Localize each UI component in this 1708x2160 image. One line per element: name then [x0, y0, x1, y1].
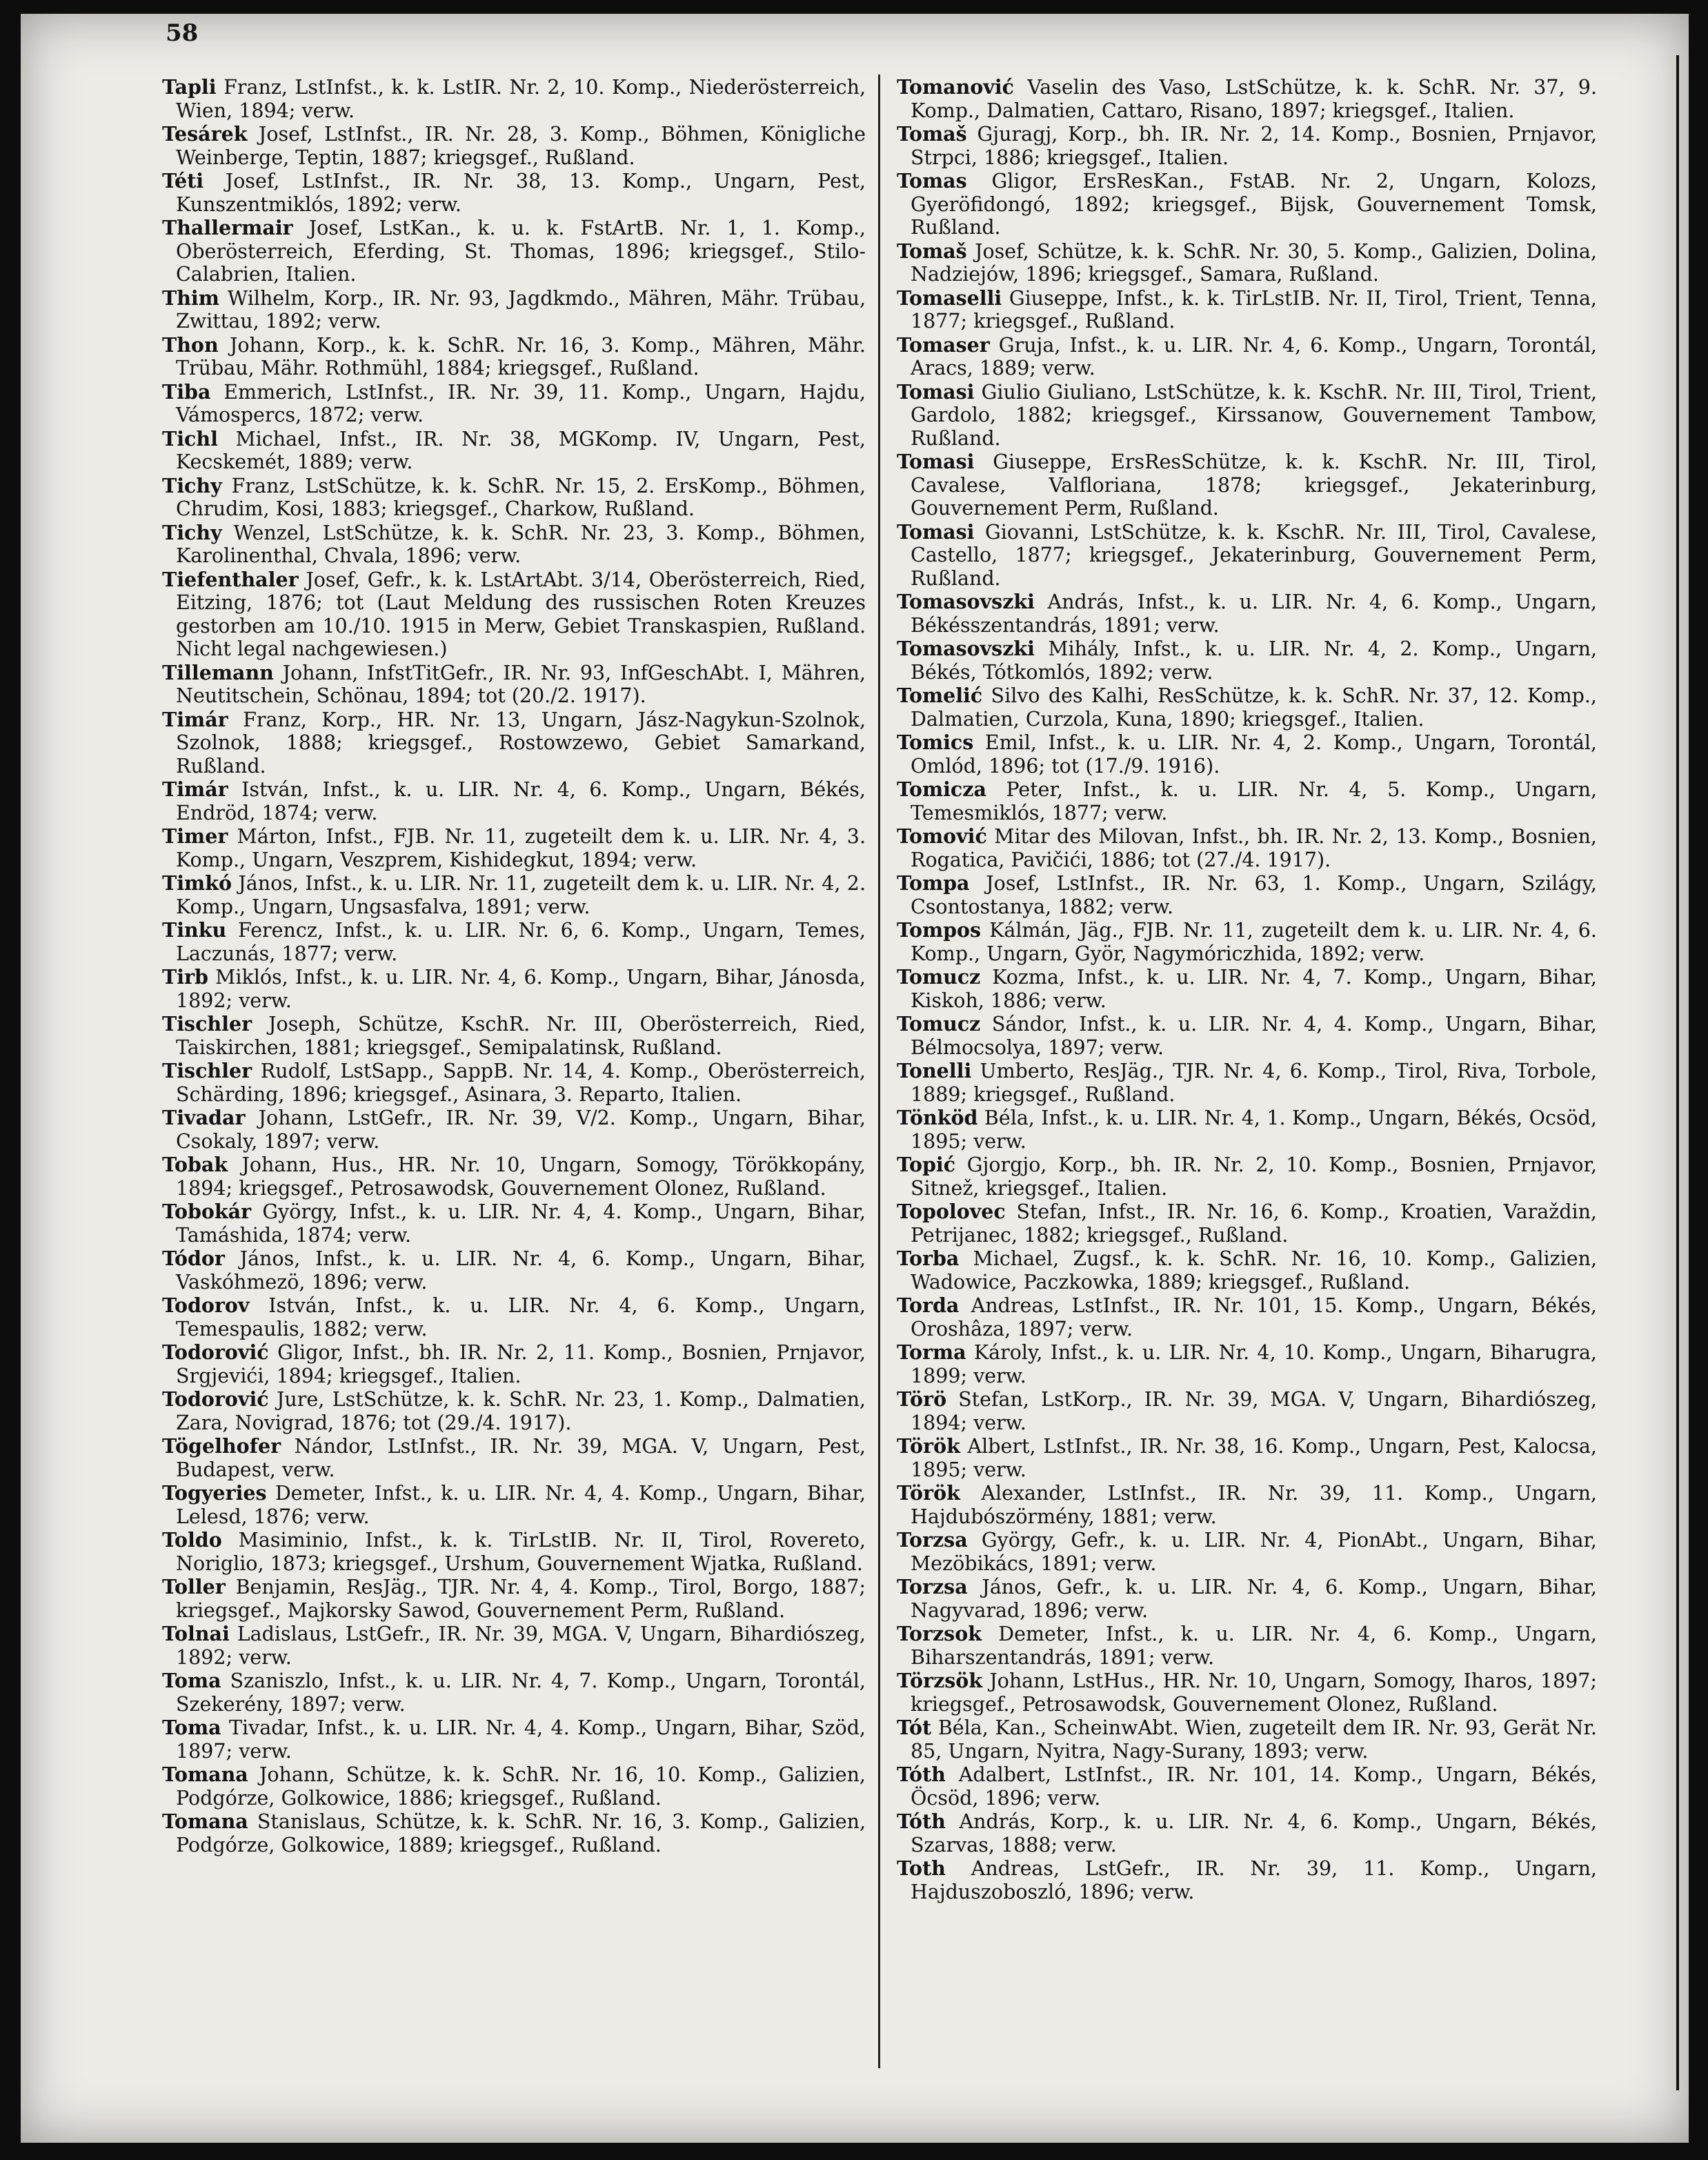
- entry-details: Benjamin, ResJäg., TJR. Nr. 4, 4. Komp., Tirol, Borgo, 1887; kriegsgef., Majkorsky Sawod, Gouvernement Perm, Rußland.: [176, 1576, 866, 1622]
- register-entry: [897, 637, 1597, 684]
- entry-surname: Torzsok: [897, 1622, 982, 1645]
- entry-details: Károly, Infst., k. u. LIR. Nr. 4, 10. Komp., Ungarn, Biharugra, 1899; verw.: [911, 1341, 1597, 1387]
- entry-surname: Tompos: [897, 918, 982, 942]
- register-entry: [162, 1763, 866, 1810]
- register-entry: [897, 240, 1597, 286]
- register-entry: [897, 450, 1597, 520]
- entry-surname: Tóth: [897, 1810, 946, 1833]
- register-entry: [162, 1153, 866, 1200]
- page-number: 58: [166, 19, 199, 47]
- register-entry: [897, 684, 1597, 731]
- register-entry: [162, 123, 866, 169]
- entry-surname: Toldo: [162, 1528, 222, 1552]
- register-entry: [897, 591, 1597, 637]
- register-entry: [897, 521, 1597, 591]
- entry-details: Michael, Infst., IR. Nr. 38, MGKomp. IV, Ungarn, Pest, Kecskemét, 1889; verw.: [176, 427, 866, 473]
- entry-details: Jure, LstSchütze, k. k. SchR. Nr. 23, 1. Komp., Dalmatien, Zara, Novigrad, 1876; tot (29./4. 1917).: [176, 1388, 866, 1434]
- register-entry: [162, 778, 866, 824]
- right-column: [897, 76, 1597, 1904]
- entry-surname: Tonelli: [897, 1059, 972, 1082]
- register-entry: [897, 1435, 1597, 1481]
- entry-details: Kálmán, Jäg., FJB. Nr. 11, zugeteilt dem k. u. LIR. Nr. 4, 6. Komp., Ungarn, Györ, Nagymóriczhida, 1892; verw.: [911, 919, 1597, 965]
- entry-details: Ladislaus, LstGefr., IR. Nr. 39, MGA. V, Ungarn, Bihardiószeg, 1892; verw.: [176, 1623, 866, 1669]
- register-entry: [162, 522, 866, 568]
- entry-details: Kozma, Infst., k. u. LIR. Nr. 4, 7. Komp., Ungarn, Bihar, Kiskoh, 1886; verw.: [911, 966, 1597, 1012]
- entry-surname: Tomaš: [897, 239, 967, 263]
- register-entry: [897, 966, 1597, 1012]
- register-entry: [162, 381, 866, 427]
- entry-details: Giuseppe, ErsResSchütze, k. k. KschR. Nr. III, Tirol, Cavalese, Valfloriana, 1878; kriegsgef., Jekaterinburg, Gouvernement Perm, Rußland.: [911, 450, 1597, 519]
- entry-details: István, Infst., k. u. LIR. Nr. 4, 6. Komp., Ungarn, Békés, Endröd, 1874; verw.: [176, 778, 866, 824]
- entry-details: Márton, Infst., FJB. Nr. 11, zugeteilt dem k. u. LIR. Nr. 4, 3. Komp., Ungarn, Veszprem, Kishidegkut, 1894; verw.: [176, 825, 866, 871]
- entry-surname: Törzsök: [897, 1669, 983, 1692]
- entry-details: György, Infst., k. u. LIR. Nr. 4, 4. Komp., Ungarn, Bihar, Tamáshida, 1874; verw.: [176, 1200, 866, 1247]
- register-entry: [897, 123, 1597, 169]
- entry-surname: Tomicza: [897, 777, 986, 801]
- entry-surname: Tomaš: [897, 122, 967, 146]
- entry-details: Vaselin des Vaso, LstSchütze, k. k. SchR. Nr. 37, 9. Komp., Dalmatien, Cattaro, Risano, 1897; kriegsgef., Italien.: [911, 76, 1597, 122]
- entry-surname: Tomana: [162, 1810, 248, 1833]
- entry-details: Gligor, Infst., bh. IR. Nr. 2, 11. Komp., Bosnien, Prnjavor, Srgjevići, 1894; kriegsgef., Italien.: [176, 1341, 866, 1387]
- register-entry: [897, 778, 1597, 824]
- register-entry: [897, 1153, 1597, 1200]
- entry-details: Emil, Infst., k. u. LIR. Nr. 4, 2. Komp., Ungarn, Torontál, Omlód, 1896; tot (17./9. 1916).: [911, 731, 1597, 777]
- entry-surname: Toma: [162, 1669, 221, 1692]
- register-entry: [162, 1810, 866, 1856]
- entry-surname: Tivadar: [162, 1106, 246, 1129]
- entry-surname: Tompa: [897, 871, 970, 895]
- entry-surname: Timár: [162, 707, 228, 731]
- register-entry: [897, 287, 1597, 333]
- register-entry: [162, 475, 866, 521]
- register-entry: [897, 1857, 1597, 1903]
- entry-details: Andreas, LstInfst., IR. Nr. 101, 15. Komp., Ungarn, Békés, Oroshâza, 1897; verw.: [911, 1294, 1597, 1340]
- entry-surname: Tobokár: [162, 1200, 252, 1223]
- entry-surname: Timár: [162, 777, 228, 801]
- entry-surname: Tomasi: [897, 450, 975, 473]
- entry-details: János, Infst., k. u. LIR. Nr. 11, zugeteilt dem k. u. LIR. Nr. 4, 2. Komp., Ungarn, Ungsasfalva, 1891; verw.: [176, 872, 866, 918]
- register-entry: [162, 1482, 866, 1528]
- entry-surname: Tiefenthaler: [162, 567, 299, 591]
- entry-surname: Thim: [162, 286, 219, 310]
- entry-details: Franz, Korp., HR. Nr. 13, Ungarn, Jász-Nagykun-Szolnok, Szolnok, 1888; kriegsgef., Rostowzewo, Gebiet Samarkand, Rußland.: [176, 708, 866, 777]
- entry-details: Johann, InfstTitGefr., IR. Nr. 93, InfGeschAbt. I, Mähren, Neutitschein, Schönau, 1894; tot (20./2. 1917).: [176, 661, 866, 707]
- register-entry: [897, 825, 1597, 871]
- entry-surname: Togyeries: [162, 1481, 267, 1505]
- register-entry: [897, 381, 1597, 450]
- entry-details: Miklós, Infst., k. u. LIR. Nr. 4, 6. Komp., Ungarn, Bihar, Jánosda, 1892; verw.: [176, 966, 866, 1012]
- entry-surname: Tomaser: [897, 333, 990, 357]
- entry-surname: Tomasovszki: [897, 637, 1035, 660]
- entry-surname: Tirb: [162, 965, 208, 989]
- entry-surname: Torzsa: [897, 1575, 968, 1598]
- register-entry: [162, 1576, 866, 1622]
- entry-surname: Török: [897, 1434, 960, 1458]
- register-entry: [162, 76, 866, 122]
- binding-edge: [1676, 55, 1679, 2090]
- entry-surname: Tönköd: [897, 1106, 978, 1129]
- entry-details: Peter, Infst., k. u. LIR. Nr. 4, 5. Komp., Ungarn, Temesmiklós, 1877; verw.: [911, 778, 1597, 824]
- entry-details: Giovanni, LstSchütze, k. k. KschR. Nr. III, Tirol, Cavalese, Castello, 1877; kriegsgef., Jekaterinburg, Gouvernement Perm, Rußland.: [911, 520, 1597, 590]
- register-entry: [162, 1623, 866, 1669]
- entry-surname: Tobak: [162, 1153, 228, 1176]
- entry-surname: Tomelić: [897, 684, 983, 707]
- entry-surname: Tiba: [162, 379, 211, 404]
- entry-details: Gjuragj, Korp., bh. IR. Nr. 2, 14. Komp., Bosnien, Prnjavor, Strpci, 1886; kriegsgef., Italien.: [911, 123, 1597, 169]
- register-entry: [162, 1200, 866, 1247]
- entry-surname: Torma: [897, 1340, 966, 1364]
- register-entry: [162, 428, 866, 474]
- entry-surname: Tögelhofer: [162, 1434, 281, 1458]
- entry-surname: Toth: [897, 1856, 946, 1880]
- register-entry: [897, 872, 1597, 918]
- register-entry: [897, 1482, 1597, 1528]
- entry-details: Josef, LstInfst., IR. Nr. 38, 13. Komp., Ungarn, Pest, Kunszentmiklós, 1892; verw.: [176, 170, 866, 216]
- entry-surname: Torba: [897, 1247, 960, 1270]
- document-page: [21, 14, 1689, 2143]
- entry-details: Johann, Hus., HR. Nr. 10, Ungarn, Somogy, Törökkopány, 1894; kriegsgef., Petrosawodsk, Gouvernement Olonez, Rußland.: [176, 1153, 866, 1200]
- entry-surname: Tischler: [162, 1059, 252, 1082]
- entry-surname: Tomanović: [897, 75, 1015, 99]
- entry-details: István, Infst., k. u. LIR. Nr. 4, 6. Komp., Ungarn, Temespaulis, 1882; verw.: [176, 1294, 866, 1340]
- entry-details: Stefan, Infst., IR. Nr. 16, 6. Komp., Kroatien, Varaždin, Petrijanec, 1882; kriegsgef., Rußland.: [911, 1200, 1597, 1247]
- register-entry: [162, 662, 866, 708]
- entry-details: Stanislaus, Schütze, k. k. SchR. Nr. 16, 3. Komp., Galizien, Podgórze, Golkowice, 1889; kriegsgef., Rußland.: [176, 1810, 866, 1856]
- register-entry: [897, 731, 1597, 777]
- entry-surname: Tomasovszki: [897, 590, 1035, 613]
- entry-details: Gjorgjo, Korp., bh. IR. Nr. 2, 10. Komp., Bosnien, Prnjavor, Sitnež, kriegsgef., Italien.: [911, 1153, 1597, 1200]
- register-entry: [897, 919, 1597, 965]
- entry-details: Wenzel, LstSchütze, k. k. SchR. Nr. 23, 3. Komp., Böhmen, Karolinenthal, Chvala, 1896; verw.: [176, 521, 866, 567]
- entry-details: János, Infst., k. u. LIR. Nr. 4, 6. Komp., Ungarn, Bihar, Vaskóhmezö, 1896; verw.: [176, 1247, 866, 1294]
- register-entry: [897, 1623, 1597, 1669]
- register-entry: [162, 217, 866, 286]
- entry-surname: Tomics: [897, 731, 974, 754]
- entry-details: Alexander, LstInfst., IR. Nr. 39, 11. Komp., Ungarn, Hajdubószörmény, 1881; verw.: [911, 1482, 1597, 1528]
- entry-details: Béla, Infst., k. u. LIR. Nr. 4, 1. Komp., Ungarn, Békés, Ocsöd, 1895; verw.: [911, 1107, 1597, 1153]
- register-entry: [162, 825, 866, 871]
- register-entry: [162, 1294, 866, 1340]
- entry-details: Franz, LstInfst., k. k. LstIR. Nr. 2, 10. Komp., Niederösterreich, Wien, 1894; verw.: [176, 76, 866, 122]
- entry-details: Béla, Kan., ScheinwAbt. Wien, zugeteilt dem IR. Nr. 93, Gerät Nr. 85, Ungarn, Nyitra, Nagy-Surany, 1893; verw.: [911, 1716, 1597, 1763]
- entry-details: Josef, LstKan., k. u. k. FstArtB. Nr. 1, 1. Komp., Oberösterreich, Eferding, St. Thomas, 1896; kriegsgef., Stilo-Calabrien, Italien.: [176, 217, 866, 286]
- register-entry: [162, 1341, 866, 1387]
- register-entry: [162, 1013, 866, 1059]
- entry-surname: Tomaselli: [897, 286, 1002, 310]
- entry-surname: Tót: [897, 1716, 932, 1739]
- entry-details: György, Gefr., k. u. LIR. Nr. 4, PionAbt., Ungarn, Bihar, Mezöbikács, 1891; verw.: [911, 1529, 1597, 1575]
- entry-details: Demeter, Infst., k. u. LIR. Nr. 4, 4. Komp., Ungarn, Bihar, Lelesd, 1876; verw.: [176, 1482, 866, 1528]
- register-entry: [162, 919, 866, 965]
- entry-details: Adalbert, LstInfst., IR. Nr. 101, 14. Komp., Ungarn, Békés, Öcsöd, 1896; verw.: [911, 1763, 1597, 1810]
- entry-surname: Tischler: [162, 1012, 252, 1036]
- entry-surname: Török: [897, 1481, 960, 1505]
- entry-details: Demeter, Infst., k. u. LIR. Nr. 4, 6. Komp., Ungarn, Biharszentandrás, 1891; verw.: [911, 1623, 1597, 1669]
- entry-surname: Torda: [897, 1294, 960, 1317]
- entry-details: Tivadar, Infst., k. u. LIR. Nr. 4, 4. Komp., Ungarn, Bihar, Szöd, 1897; verw.: [176, 1716, 866, 1763]
- entry-surname: Tóth: [897, 1763, 946, 1786]
- entry-details: Silvo des Kalhi, ResSchütze, k. k. SchR. Nr. 37, 12. Komp., Dalmatien, Curzola, Kuna, 1890; kriegsgef., Italien.: [911, 684, 1597, 731]
- register-entry: [897, 334, 1597, 380]
- entry-details: Josef, Gefr., k. k. LstArtAbt. 3/14, Oberösterreich, Ried, Eitzing, 1876; tot (Laut Meldung des russischen Roten Kreuzes gestorben am 10./10. 1915 in Merw, Gebiet Transkaspien, Rußland. Nicht legal nachgewiesen.): [176, 568, 866, 660]
- entry-surname: Tódor: [162, 1247, 225, 1270]
- entry-surname: Timkó: [162, 871, 232, 895]
- entry-details: Josef, LstInfst., IR. Nr. 63, 1. Komp., Ungarn, Szilágy, Csontostanya, 1882; verw.: [911, 872, 1597, 918]
- entry-details: Rudolf, LstSapp., SappB. Nr. 14, 4. Komp., Oberösterreich, Schärding, 1896; kriegsgef., Asinara, 3. Reparto, Italien.: [176, 1060, 866, 1106]
- entry-surname: Tolnai: [162, 1622, 230, 1645]
- entry-surname: Tillemann: [162, 660, 274, 684]
- entry-details: András, Korp., k. u. LIR. Nr. 4, 6. Komp., Ungarn, Békés, Szarvas, 1888; verw.: [911, 1810, 1597, 1856]
- entry-details: Umberto, ResJäg., TJR. Nr. 4, 6. Komp., Tirol, Riva, Torbole, 1889; kriegsgef., Rußland.: [911, 1060, 1597, 1106]
- register-entry: [897, 1669, 1597, 1716]
- register-entry: [897, 1810, 1597, 1856]
- entry-details: Johann, LstHus., HR. Nr. 10, Ungarn, Somogy, Iharos, 1897; kriegsgef., Petrosawodsk, Gouvernement Olonez, Rußland.: [911, 1669, 1597, 1716]
- register-entry: [897, 1200, 1597, 1247]
- register-entry: [162, 1669, 866, 1716]
- entry-surname: Torzsa: [897, 1528, 968, 1552]
- entry-surname: Topić: [897, 1153, 956, 1176]
- entry-details: Ferencz, Infst., k. u. LIR. Nr. 6, 6. Komp., Ungarn, Temes, Laczunás, 1877; verw.: [176, 919, 866, 965]
- entry-details: Joseph, Schütze, KschR. Nr. III, Oberösterreich, Ried, Taiskirchen, 1881; kriegsgef., Semipalatinsk, Rußland.: [176, 1013, 866, 1059]
- entry-surname: Tomas: [897, 169, 967, 192]
- entry-surname: Todorović: [162, 1387, 269, 1411]
- entry-surname: Tesárek: [162, 122, 248, 146]
- register-entry: [897, 1060, 1597, 1106]
- entry-details: Wilhelm, Korp., IR. Nr. 93, Jagdkmdo., Mähren, Mähr. Trübau, Zwittau, 1892; verw.: [176, 286, 866, 333]
- entry-details: Josef, Schütze, k. k. SchR. Nr. 30, 5. Komp., Galizien, Dolina, Nadziejów, 1896; kriegsgef., Samara, Rußland.: [911, 239, 1597, 286]
- entry-surname: Törö: [897, 1387, 947, 1411]
- register-entry: [897, 1576, 1597, 1622]
- entry-details: Mitar des Milovan, Infst., bh. IR. Nr. 2, 13. Komp., Bosnien, Rogatica, Pavičići, 1886; tot (27./4. 1917).: [911, 825, 1597, 871]
- entry-details: Giulio Giuliano, LstSchütze, k. k. KschR. Nr. III, Tirol, Trient, Gardolo, 1882; kriegsgef., Kirssanow, Gouvernement Tambow, Rußland.: [911, 380, 1597, 450]
- register-entry: [162, 170, 866, 216]
- column-divider: [878, 75, 880, 2068]
- entry-surname: Tomucz: [897, 1012, 981, 1036]
- register-entry: [897, 1294, 1597, 1340]
- register-entry: [162, 568, 866, 661]
- register-entry: [162, 872, 866, 918]
- entry-surname: Tomana: [162, 1763, 248, 1786]
- entry-details: Gruja, Infst., k. u. LIR. Nr. 4, 6. Komp., Ungarn, Torontál, Aracs, 1889; verw.: [911, 333, 1597, 379]
- entry-surname: Tichl: [162, 426, 218, 450]
- register-entry: [897, 1013, 1597, 1059]
- entry-details: Mihály, Infst., k. u. LIR. Nr. 4, 2. Komp., Ungarn, Békés, Tótkomlós, 1892; verw.: [911, 637, 1597, 684]
- register-entry: [162, 1435, 866, 1481]
- register-entry: [897, 1388, 1597, 1434]
- register-entry: [162, 1060, 866, 1106]
- entry-details: Stefan, LstKorp., IR. Nr. 39, MGA. V, Ungarn, Bihardiószeg, 1894; verw.: [911, 1388, 1597, 1434]
- entry-surname: Topolovec: [897, 1200, 1006, 1223]
- entry-surname: Thon: [162, 333, 219, 357]
- entry-surname: Tomucz: [897, 965, 981, 989]
- register-entry: [162, 1716, 866, 1763]
- register-entry: [162, 1247, 866, 1294]
- entry-details: János, Gefr., k. u. LIR. Nr. 4, 6. Komp., Ungarn, Bihar, Nagyvarad, 1896; verw.: [911, 1576, 1597, 1622]
- register-entry: [162, 287, 866, 333]
- entry-details: András, Infst., k. u. LIR. Nr. 4, 6. Komp., Ungarn, Békésszentandrás, 1891; verw.: [911, 591, 1597, 637]
- entry-surname: Tichy: [162, 473, 222, 497]
- register-entry: [162, 1388, 866, 1434]
- entry-details: Masiminio, Infst., k. k. TirLstIB. Nr. II, Tirol, Rovereto, Noriglio, 1873; kriegsgef., Urshum, Gouvernement Wjatka, Rußland.: [176, 1529, 866, 1575]
- left-column: [162, 76, 866, 1857]
- entry-details: Andreas, LstGefr., IR. Nr. 39, 11. Komp., Ungarn, Hajduszoboszló, 1896; verw.: [911, 1857, 1597, 1903]
- entry-surname: Timer: [162, 824, 228, 848]
- entry-surname: Toller: [162, 1575, 226, 1598]
- entry-surname: Téti: [162, 169, 204, 192]
- entry-details: Josef, LstInfst., IR. Nr. 28, 3. Komp., Böhmen, Königliche Weinberge, Teptin, 1887; kriegsgef., Rußland.: [176, 123, 866, 169]
- entry-details: Michael, Zugsf., k. k. SchR. Nr. 16, 10. Komp., Galizien, Wadowice, Paczkowka, 1889; kriegsgef., Rußland.: [911, 1247, 1597, 1294]
- entry-surname: Todorović: [162, 1340, 269, 1364]
- register-entry: [897, 1763, 1597, 1810]
- register-entry: [897, 1341, 1597, 1387]
- entry-details: Franz, LstSchütze, k. k. SchR. Nr. 15, 2. ErsKomp., Böhmen, Chrudim, Kosi, 1883; kriegsgef., Charkow, Rußland.: [176, 474, 866, 520]
- entry-details: Albert, LstInfst., IR. Nr. 38, 16. Komp., Ungarn, Pest, Kalocsa, 1895; verw.: [911, 1435, 1597, 1481]
- entry-surname: Tomasi: [897, 519, 975, 544]
- entry-details: Nándor, LstInfst., IR. Nr. 39, MGA. V, Ungarn, Pest, Budapest, verw.: [176, 1435, 866, 1481]
- entry-details: Johann, Schütze, k. k. SchR. Nr. 16, 10. Komp., Galizien, Podgórze, Golkowice, 1886; kriegsgef., Rußland.: [176, 1763, 866, 1810]
- entry-surname: Tomović: [897, 824, 987, 848]
- register-entry: [897, 1716, 1597, 1763]
- register-entry: [897, 1529, 1597, 1575]
- entry-details: Szaniszlo, Infst., k. u. LIR. Nr. 4, 7. Komp., Ungarn, Torontál, Szekerény, 1897; verw.: [176, 1669, 866, 1716]
- register-entry: [162, 334, 866, 380]
- register-entry: [162, 966, 866, 1012]
- entry-details: Sándor, Infst., k. u. LIR. Nr. 4, 4. Komp., Ungarn, Bihar, Bélmocsolya, 1897; verw.: [911, 1013, 1597, 1059]
- register-entry: [897, 76, 1597, 122]
- register-entry: [897, 1247, 1597, 1294]
- register-entry: [897, 1107, 1597, 1153]
- entry-details: Gligor, ErsResKan., FstAB. Nr. 2, Ungarn, Kolozs, Gyeröfidongó, 1892; kriegsgef., Bijsk, Gouvernement Tomsk, Rußland.: [911, 170, 1597, 239]
- register-entry: [162, 1107, 866, 1153]
- entry-surname: Toma: [162, 1716, 221, 1739]
- entry-surname: Thallermair: [162, 216, 293, 239]
- entry-details: Giuseppe, Infst., k. k. TirLstIB. Nr. II, Tirol, Trient, Tenna, 1877; kriegsgef., Rußland.: [911, 286, 1597, 333]
- entry-surname: Tinku: [162, 918, 227, 942]
- entry-details: Emmerich, LstInfst., IR. Nr. 39, 11. Komp., Ungarn, Hajdu, Vámospercs, 1872; verw.: [176, 380, 866, 426]
- entry-surname: Todorov: [162, 1294, 250, 1317]
- register-entry: [162, 709, 866, 778]
- entry-surname: Tichy: [162, 520, 222, 544]
- entry-surname: Tomasi: [897, 379, 975, 404]
- entry-details: Johann, Korp., k. k. SchR. Nr. 16, 3. Komp., Mähren, Mähr. Trübau, Mähr. Rothmühl, 1884; kriegsgef., Rußland.: [176, 333, 866, 379]
- register-entry: [897, 170, 1597, 239]
- entry-details: Johann, LstGefr., IR. Nr. 39, V/2. Komp., Ungarn, Bihar, Csokaly, 1897; verw.: [176, 1107, 866, 1153]
- entry-surname: Tapli: [162, 75, 217, 99]
- register-entry: [162, 1529, 866, 1575]
